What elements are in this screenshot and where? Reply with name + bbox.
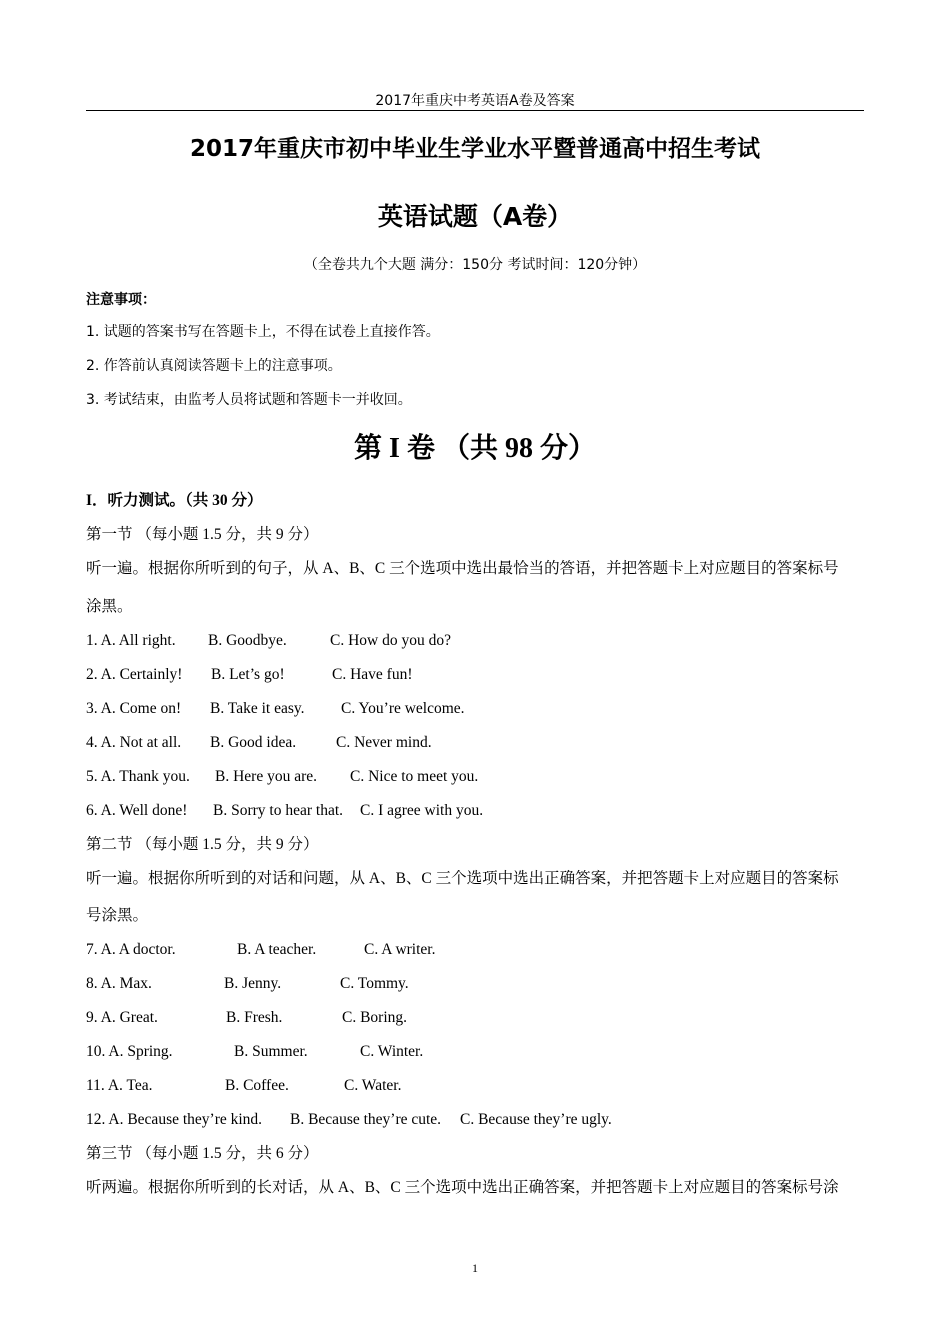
question-option-c: C. A writer. (364, 941, 436, 958)
question-option-c: C. How do you do? (330, 632, 451, 649)
instruction-text: 听一遍。根据你所听到的对话和问题，从 A、B、C 三个选项中选出正确答案，并把答题卡上对应题目的答案标 (86, 870, 839, 887)
running-header: 2017年重庆中考英语A卷及答案 (375, 93, 575, 109)
subsection-heading: 第一节 （每小题 1.5 分，共 9 分） (86, 526, 319, 543)
question-option-c: C. Because they’re ugly. (460, 1111, 612, 1128)
subsection-heading: 第二节 （每小题 1.5 分，共 9 分） (86, 836, 319, 853)
question-option-a: 2. A. Certainly! (86, 666, 183, 683)
question-option-a: 6. A. Well done! (86, 802, 188, 819)
instruction-text: 号涂黑。 (86, 907, 149, 924)
question-option-b: B. Let’s go! (211, 666, 285, 683)
subsection-heading: 第三节 （每小题 1.5 分，共 6 分） (86, 1145, 319, 1162)
question-option-b: B. Here you are. (215, 768, 317, 785)
instruction-text: 听一遍。根据你所听到的句子，从 A、B、C 三个选项中选出最恰当的答语，并把答题卡上对应题目的答案标号 (86, 560, 839, 577)
notes-heading: 注意事项： (86, 292, 156, 308)
instruction-text: 听两遍。根据你所听到的长对话，从 A、B、C 三个选项中选出正确答案，并把答题卡上对应题目的答案标号涂 (86, 1179, 839, 1196)
question-option-b: B. Sorry to hear that. (213, 802, 344, 819)
question-option-a: 4. A. Not at all. (86, 734, 182, 751)
question-option-c: C. Never mind. (336, 734, 432, 751)
question-option-a: 9. A. Great. (86, 1009, 158, 1026)
question-option-a: 11. A. Tea. (86, 1077, 153, 1094)
question-option-a: 7. A. A doctor. (86, 941, 176, 958)
question-option-b: B. Summer. (234, 1043, 308, 1060)
question-option-b: B. Goodbye. (208, 632, 287, 649)
exam-title: 2017年重庆市初中毕业生学业水平暨普通高中招生考试 (189, 136, 760, 162)
question-option-b: B. Take it easy. (210, 700, 305, 717)
question-option-c: C. Water. (344, 1077, 402, 1094)
question-option-c: C. Winter. (360, 1043, 424, 1060)
instruction-text: 涂黑。 (86, 598, 133, 615)
page-number: 1 (472, 1261, 478, 1275)
note-item: 2. 作答前认真阅读答题卡上的注意事项。 (86, 358, 342, 374)
question-option-c: C. I agree with you. (360, 802, 484, 819)
question-option-c: C. You’re welcome. (341, 700, 465, 717)
question-option-c: C. Have fun! (332, 666, 413, 683)
exam-info: （全卷共九个大题 满分：150分 考试时间：120分钟） (303, 257, 647, 273)
question-option-b: B. Because they’re cute. (290, 1111, 442, 1128)
section-heading: I．听力测试。（共 30 分） (86, 492, 263, 509)
question-option-a: 8. A. Max. (86, 975, 152, 992)
question-option-b: B. A teacher. (237, 941, 317, 958)
exam-subtitle: 英语试题（A卷） (377, 202, 573, 231)
question-option-b: B. Jenny. (224, 975, 282, 992)
question-option-b: B. Good idea. (210, 734, 297, 751)
question-option-b: B. Coffee. (225, 1077, 289, 1094)
question-option-c: C. Boring. (342, 1009, 408, 1026)
question-option-a: 5. A. Thank you. (86, 768, 190, 785)
question-option-a: 12. A. Because they’re kind. (86, 1111, 263, 1128)
question-option-b: B. Fresh. (226, 1009, 283, 1026)
question-option-c: C. Tommy. (340, 975, 409, 992)
question-option-c: C. Nice to meet you. (350, 768, 479, 785)
note-item: 1. 试题的答案书写在答题卡上，不得在试卷上直接作答。 (86, 324, 440, 340)
question-option-a: 3. A. Come on! (86, 700, 182, 717)
part-title: 第 I 卷 （共 98 分） (354, 433, 596, 464)
note-item: 3. 考试结束，由监考人员将试题和答题卡一并收回。 (86, 392, 412, 408)
header-rule (86, 110, 864, 111)
question-option-a: 1. A. All right. (86, 632, 176, 649)
question-option-a: 10. A. Spring. (86, 1043, 173, 1060)
